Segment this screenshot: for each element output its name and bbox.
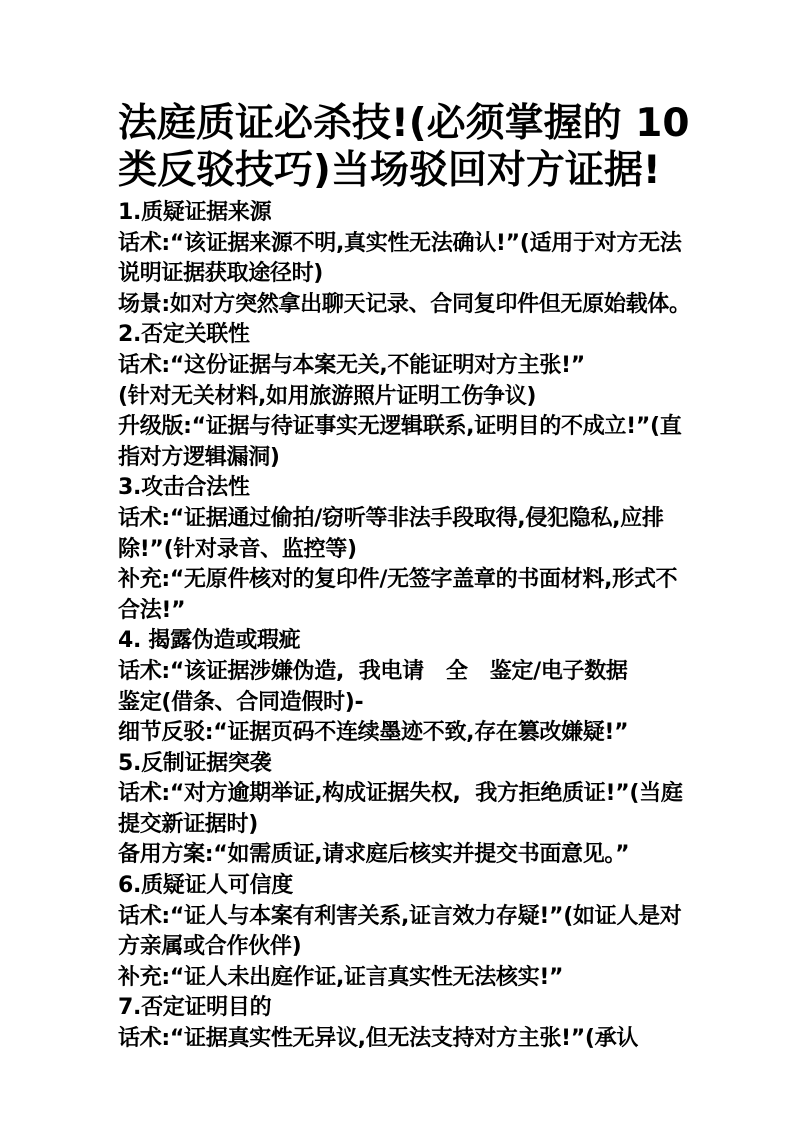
body-line: 升级版:“证据与待证事实无逻辑联系,证明目的不成立!”(直 — [118, 414, 682, 440]
section-heading-1: 1.质疑证据来源 — [118, 200, 272, 225]
section-heading-6: 6.质疑证人可信度 — [118, 873, 293, 899]
body-line: 场景:如对方突然拿出聊天记录、合同复印件但无原始载体。 — [118, 291, 691, 317]
body-line: 指对方逻辑漏洞) — [118, 444, 280, 470]
body-line: 备用方案:“如需质证,请求庭后核实并提交书面意见。” — [118, 842, 630, 868]
body-line: 提交新证据时) — [118, 811, 258, 837]
body-line: 补充:“无原件核对的复印件/无签字盖章的书面材料,形式不 — [118, 567, 678, 593]
document-title — [118, 100, 690, 194]
body-line: 鉴定(借条、合同造假时)- — [118, 689, 364, 715]
section-heading-4: 4. 揭露伪造或瑕疵 — [118, 628, 301, 654]
body-line: 话术:“证人与本案有利害关系,证言效力存疑!”(如证人是对 — [118, 903, 682, 929]
body-line: 话术:“对方逾期举证,构成证据失权, 我方拒绝质证!”(当庭 — [118, 781, 683, 807]
section-heading-2: 2.否定关联性 — [118, 322, 250, 348]
document-body — [118, 198, 690, 1055]
body-line: 话术:“证据真实性无异议,但无法支持对方主张!”(承认 — [118, 1026, 639, 1052]
title-line: 法庭质证必杀技!(必须掌握的 10 — [118, 101, 690, 146]
body-line: 话术:“这份证据与本案无关,不能证明对方主张!” — [118, 352, 585, 378]
body-line: 合法!” — [118, 597, 186, 623]
body-line: 除!”(针对录音、监控等) — [118, 536, 357, 562]
section-heading-7: 7.否定证明目的 — [118, 995, 272, 1021]
body-line: 补充:“证人未出庭作证,证言真实性无法核实!” — [118, 964, 564, 990]
section-heading-3: 3.攻击合法性 — [118, 475, 250, 501]
body-line: 话术:“该证据涉嫌伪造, 我电请 全 鉴定/电子数据 — [118, 658, 628, 684]
body-line: 话术:“证据通过偷拍/窃听等非法手段取得,侵犯隐私,应排 — [118, 505, 664, 531]
body-line: 方亲属或合作伙伴) — [118, 934, 302, 960]
body-line: 细节反驳:“证据页码不连续墨迹不致,存在篡改嫌疑!” — [118, 720, 629, 746]
title-line: 类反驳技巧)当场驳回对方证据! — [118, 148, 661, 193]
section-heading-5: 5.反制证据突袭 — [118, 750, 272, 776]
body-line: (针对无关材料,如用旅游照片证明工伤争议) — [118, 383, 537, 409]
document-page — [118, 100, 690, 1055]
body-line: 话术:“该证据来源不明,真实性无法确认!”(适用于对方无法 — [118, 230, 682, 256]
body-line: 说明证据获取途径时) — [118, 261, 324, 287]
